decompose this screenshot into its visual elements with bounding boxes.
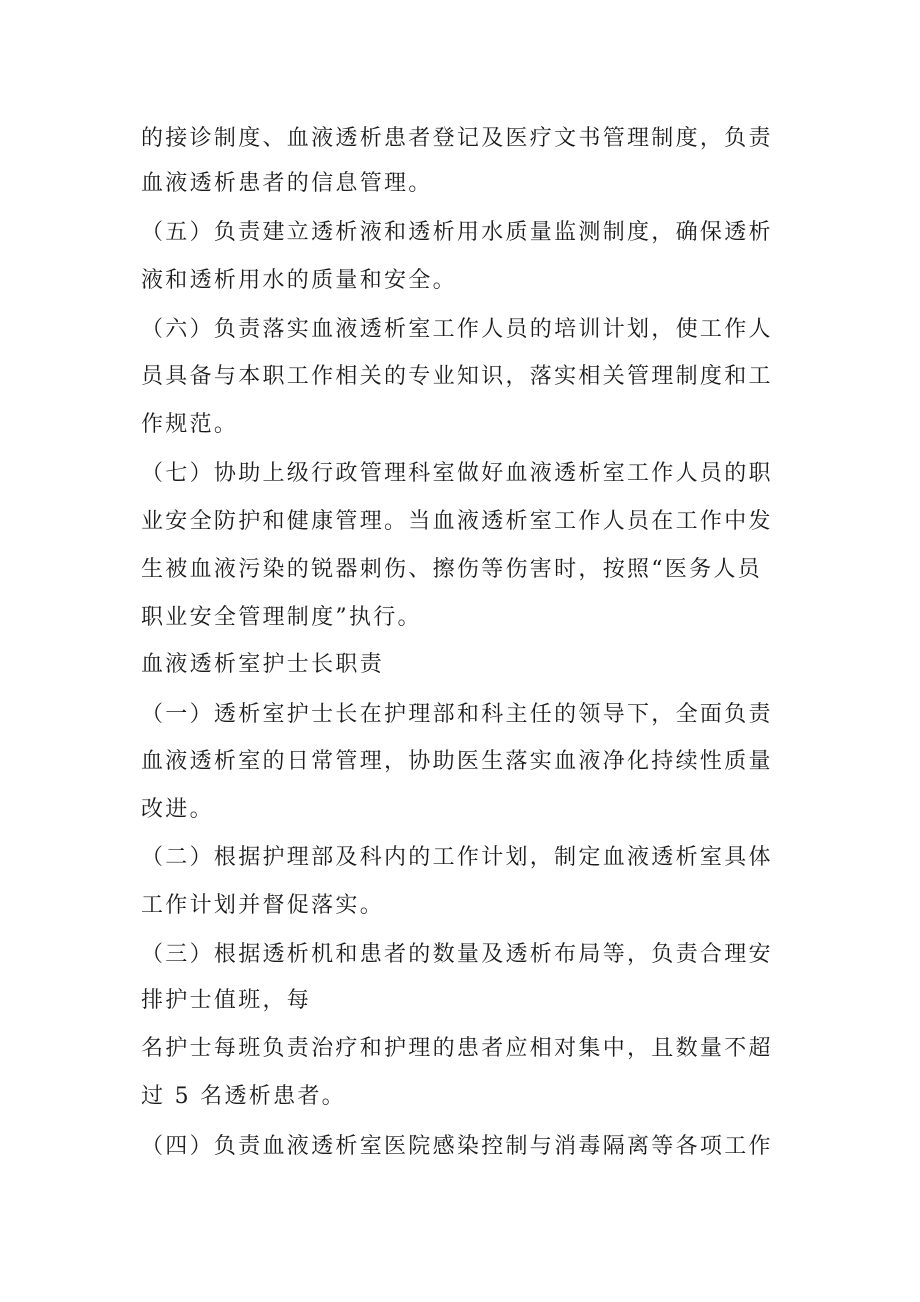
text-line: （七）协助上级行政管理科室做好血液透析室工作人员的职 bbox=[141, 461, 773, 486]
text-line: 血液透析室的日常管理，协助医生落实血液净化持续性质量 bbox=[141, 749, 773, 774]
text-line: 排护士值班，每 bbox=[141, 988, 312, 1013]
text-line: （四）负责血液透析室医院感染控制与消毒隔离等各项工作 bbox=[141, 1134, 773, 1159]
text-line: 血液透析患者的信息管理。 bbox=[141, 171, 433, 196]
text-line: 职业安全管理制度”执行。 bbox=[141, 605, 422, 630]
text-line: 作规范。 bbox=[141, 412, 239, 437]
text-line: （五）负责建立透析液和透析用水质量监测制度，确保透析 bbox=[141, 220, 773, 245]
text-line: 生被血液污染的锐器刺伤、擦伤等伤害时，按照“医务人员 bbox=[141, 557, 763, 582]
text-line: （三）根据透析机和患者的数量及透析布局等，负责合理安 bbox=[141, 942, 773, 967]
text-line: （二）根据护理部及科内的工作计划，制定血液透析室具体 bbox=[141, 845, 773, 870]
text-line: 液和透析用水的质量和安全。 bbox=[141, 268, 457, 293]
text-line: （六）负责落实血液透析室工作人员的培训计划，使工作人 bbox=[141, 317, 773, 342]
text-line: 业安全防护和健康管理。当血液透析室工作人员在工作中发 bbox=[141, 509, 773, 534]
text-line: 名护士每班负责治疗和护理的患者应相对集中，且数量不超 bbox=[141, 1036, 773, 1061]
section-heading: 血液透析室护士长职责 bbox=[141, 652, 385, 677]
text-line: 员具备与本职工作相关的专业知识，落实相关管理制度和工 bbox=[141, 364, 773, 389]
text-line: 过 5 名透析患者。 bbox=[141, 1084, 346, 1109]
text-line: 改进。 bbox=[141, 797, 214, 822]
text-line: 的接诊制度、血液透析患者登记及医疗文书管理制度，负责 bbox=[141, 126, 773, 151]
text-line: 工作计划并督促落实。 bbox=[141, 893, 385, 918]
text-line: （一）透析室护士长在护理部和科主任的领导下，全面负责 bbox=[141, 702, 773, 727]
